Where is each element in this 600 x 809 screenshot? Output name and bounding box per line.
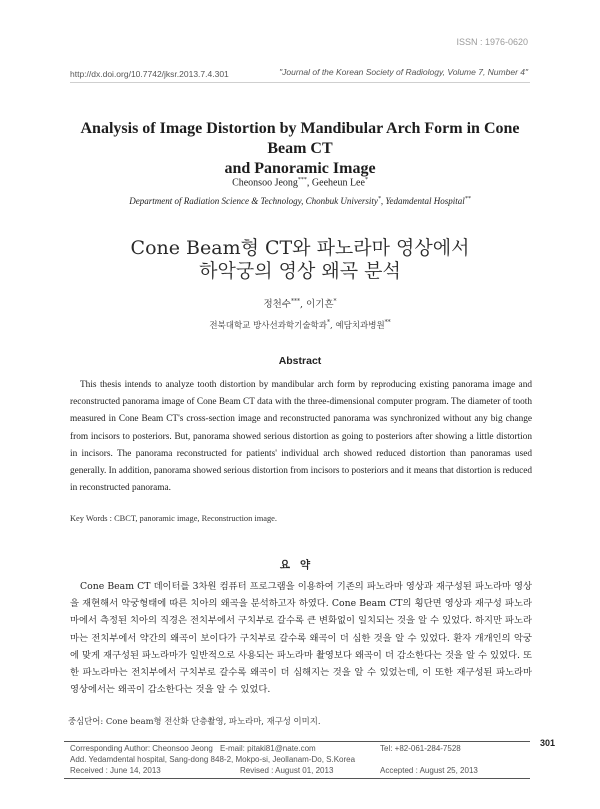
author-ko-1-name: 정천수 xyxy=(263,299,291,310)
author-separator: , xyxy=(306,177,312,189)
doi-link[interactable]: http://dx.doi.org/10.7742/jksr.2013.7.4.301 xyxy=(70,69,229,79)
author-1-sup: *** xyxy=(297,177,307,183)
paper-title-en xyxy=(70,119,530,179)
affiliation-ko-hospital-sup: ** xyxy=(384,319,391,327)
affiliation-ko-dept-sup: * xyxy=(326,319,330,327)
keywords-en: Key Words : CBCT, panoramic image, Reconstruction image. xyxy=(70,514,277,523)
keywords-ko: 중심단어: Cone beam형 전산화 단층촬영, 파노라마, 재구성 이미지. xyxy=(68,716,321,726)
footer-info xyxy=(64,741,530,779)
affiliation-ko-hospital: 예담치과병원 xyxy=(335,321,385,331)
author-1-name: Cheonsoo Jeong xyxy=(232,177,298,189)
received-date: Received : June 14, 2013 xyxy=(70,766,161,775)
page-number: 301 xyxy=(540,738,556,748)
korean-abstract-text: Cone Beam CT 데이터를 3차원 컴퓨터 프로그램을 이용하여 기존의 파노라마 영상과 재구성된 파노라마 영상을 재현해서 악궁형태에 따른 치아의 왜곡을 분석하고자 하였다. Cone Beam CT의 횡단면 영상과 재구성 파노라마에서 측정된 치아의 직경은 전치부에서 구치부로 갈수록 큰 변화없이 일치되는 것을 알 수 있었다. 하지만 파노라마는 전치부에서 약간의 왜곡이 보이다가 구치부로 갈수록 왜곡이 더 심한 것을 알 수 있었다. 환자 개개인의 악궁에 맞게 재구성된 파노라마가 일반적으로 사용되는 파노라마 촬영보다 왜곡이 더 감소한다는 것을 알 수 있었다. 또한 파노라마는 전치부에서 구치부로 갈수록 왜곡이 더 심해지는 것을 알 수 있었는데, 이 또한 재구성된 파노라마 영상에서는 왜곡이 감소한다는 것을 알 수 있었다. xyxy=(70,581,532,696)
affiliation-ko-separator: , xyxy=(329,321,336,331)
affiliation-en xyxy=(70,196,530,206)
author-ko-2-sup: * xyxy=(333,297,337,305)
affiliation-ko-dept: 전북대학교 방사선과학기술학과 xyxy=(209,321,327,331)
author-address: Add. Yedamdental hospital, Sang-dong 848-2, Mokpo-si, Jeollanam-Do, S.Korea xyxy=(70,755,356,764)
title-ko-line-2: 하악궁의 영상 왜곡 분석 xyxy=(199,260,401,282)
author-email[interactable]: E-mail: pitaki81@nate.com xyxy=(220,744,316,753)
affiliation-hospital: Yedamdental Hospital xyxy=(385,196,465,206)
header-divider xyxy=(70,82,530,83)
affiliation-separator: , xyxy=(380,196,386,206)
korean-abstract-heading: 요약 xyxy=(279,559,321,571)
affiliation-dept: Department of Radiation Science & Technology, Chonbuk University xyxy=(129,196,378,206)
affiliation-hospital-sup: ** xyxy=(464,196,471,202)
abstract-heading: Abstract xyxy=(278,355,322,367)
journal-citation: "Journal of the Korean Society of Radiology, Volume 7, Number 4" xyxy=(279,67,528,77)
corresponding-author: Corresponding Author: Cheonsoo Jeong xyxy=(70,744,213,753)
author-2-name: Geeheun Lee xyxy=(311,177,365,189)
title-en-line-1: Analysis of Image Distortion by Mandibular Arch Form in Cone Beam CT xyxy=(80,120,520,157)
author-ko-2-name: 이기흔 xyxy=(306,299,334,310)
issn: ISSN : 1976-0620 xyxy=(456,37,528,47)
authors-en xyxy=(70,177,530,188)
revised-date: Revised : August 01, 2013 xyxy=(240,766,334,775)
affiliation-ko xyxy=(70,319,530,331)
title-en-line-2: and Panoramic Image xyxy=(224,160,376,177)
paper-title-ko xyxy=(70,237,530,283)
accepted-date: Accepted : August 25, 2013 xyxy=(380,766,478,775)
authors-ko xyxy=(70,296,530,310)
abstract-text: This thesis intends to analyze tooth distortion by mandibular arch form by reproducing existing panorama image and reconstructed panorama image of Cone Beam CT data with the three-dimensional computer program. The diameter of tooth measured in Cone Beam CT's cross-section image and reconstructed panorama was synchronized without any big change from incisors to posteriors. But, panorama showed serious distortion as going to posteriors after showing a little distortion in incisors. The panorama reconstructed for patients' individual arch showed reduced distortion than panoramas used generally. In addition, panorama showed serious distortion from incisors to posteriors and it means that distortion is reduced in reconstructed panorama. xyxy=(70,380,532,494)
affiliation-dept-sup: * xyxy=(377,196,381,202)
author-ko-separator: , xyxy=(299,299,307,310)
title-ko-line-1: Cone Beam형 CT와 파노라마 영상에서 xyxy=(130,237,470,259)
author-2-sup: * xyxy=(364,177,368,183)
author-tel: Tel: +82-061-284-7528 xyxy=(380,744,461,753)
author-ko-1-sup: *** xyxy=(290,297,300,305)
